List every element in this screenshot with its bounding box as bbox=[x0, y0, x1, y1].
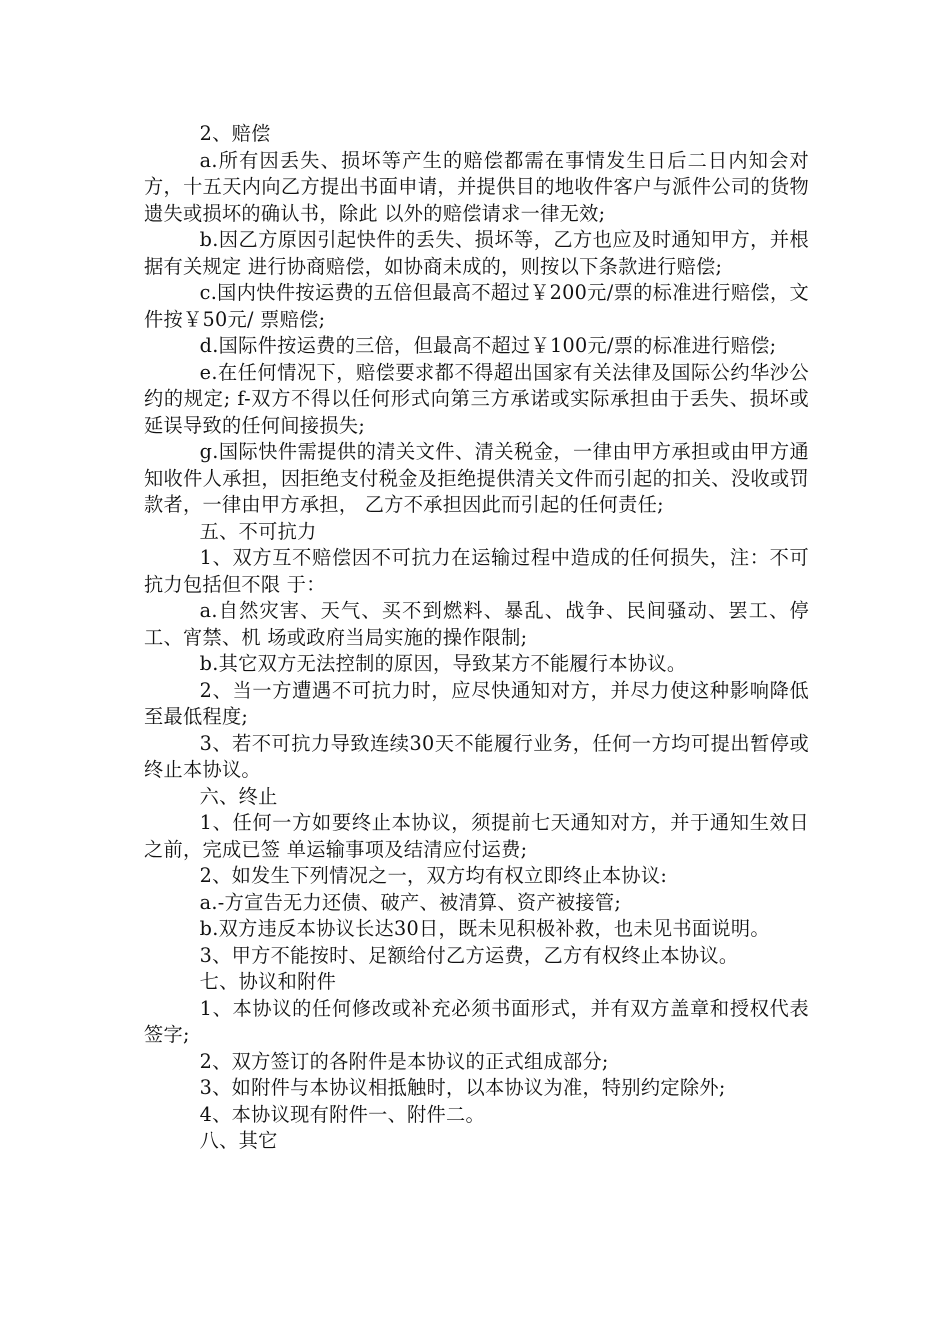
termination-item-1: 1、任何一方如要终止本协议，须提前七天通知对方，并于通知生效日之前，完成已签 单运输事项及结清应付运费; bbox=[144, 811, 809, 861]
clause-e-law-limit: e.在任何情况下，赔偿要求都不得超出国家有关法律及国际公约华沙公约的规定; f-双方不得以任何形式向第三方承诺或实际承担由于丢失、损坏或延误导致的任何间接损失; bbox=[144, 360, 809, 437]
section-heading-compensation: 2、赔偿 bbox=[199, 122, 271, 145]
force-majeure-item-2: 2、当一方遭遇不可抗力时，应尽快通知对方，并尽力使这种影响降低至最低程度; bbox=[144, 678, 809, 728]
clause-b-party-b-loss: b.因乙方原因引起快件的丢失、损坏等，乙方也应及时通知甲方，并根据有关规定 进行协商赔偿，如协商未成的，则按以下条款进行赔偿; bbox=[144, 228, 809, 278]
termination-item-2: 2、如发生下列情况之一，双方均有权立即终止本协议: bbox=[199, 864, 668, 887]
force-majeure-item-b: b.其它双方无法控制的原因，导致某方不能履行本协议。 bbox=[199, 652, 687, 675]
document-body bbox=[144, 121, 809, 1155]
attachments-item-2: 2、双方签订的各附件是本协议的正式组成部分; bbox=[199, 1049, 609, 1073]
force-majeure-item-3: 3、若不可抗力导致连续30天不能履行业务，任何一方均可提出暂停或终止本协议。 bbox=[144, 731, 809, 781]
attachments-item-1: 1、本协议的任何修改或补充必须书面形式，并有双方盖章和授权代表签字; bbox=[144, 996, 809, 1046]
clause-c-domestic: c.国内快件按运费的五倍但最高不超过￥200元/票的标准进行赔偿，文件按￥50元/ 票赔偿; bbox=[144, 281, 809, 331]
force-majeure-item-1: 1、双方互不赔偿因不可抗力在运输过程中造成的任何损失，注：不可抗力包括但不限 于： bbox=[144, 546, 809, 596]
clause-g-customs: g.国际快件需提供的清关文件、清关税金，一律由甲方承担或由甲方通知收件人承担，因拒绝支付税金及拒绝提供清关文件而引起的扣关、没收或罚款者，一律由甲方承担， 乙方不承担因此而引起的任何责任; bbox=[144, 440, 809, 516]
section-heading-agreement-attachments: 七、协议和附件 bbox=[199, 970, 337, 993]
termination-item-a: a.-方宣告无力还债、破产、被清算、资产被接管; bbox=[199, 890, 622, 914]
attachments-item-4: 4、本协议现有附件一、附件二。 bbox=[199, 1102, 486, 1126]
force-majeure-item-a: a.自然灾害、天气、买不到燃料、暴乱、战争、民间骚动、罢工、停工、宵禁、机 场或政府当局实施的操作限制; bbox=[144, 599, 809, 649]
termination-item-3: 3、甲方不能按时、足额给付乙方运费，乙方有权终止本协议。 bbox=[199, 943, 739, 967]
termination-item-b: b.双方违反本协议长达30日，既未见积极补救，也未见书面说明。 bbox=[199, 917, 770, 940]
clause-a-claims: a.所有因丢失、损坏等产生的赔偿都需在事情发生日后二日内知会对方，十五天内向乙方提出书面申请，并提供目的地收件客户与派件公司的货物遗失或损坏的确认书，除此 以外的赔偿请求一律无效; bbox=[144, 148, 809, 225]
section-heading-termination: 六、终止 bbox=[199, 784, 278, 808]
section-heading-force-majeure: 五、不可抗力 bbox=[199, 519, 317, 543]
section-heading-other: 八、其它 bbox=[199, 1129, 278, 1152]
attachments-item-3: 3、如附件与本协议相抵触时，以本协议为准，特别约定除外; bbox=[199, 1076, 726, 1099]
clause-d-international: d.国际件按运费的三倍，但最高不超过￥100元/票的标准进行赔偿; bbox=[199, 334, 777, 357]
